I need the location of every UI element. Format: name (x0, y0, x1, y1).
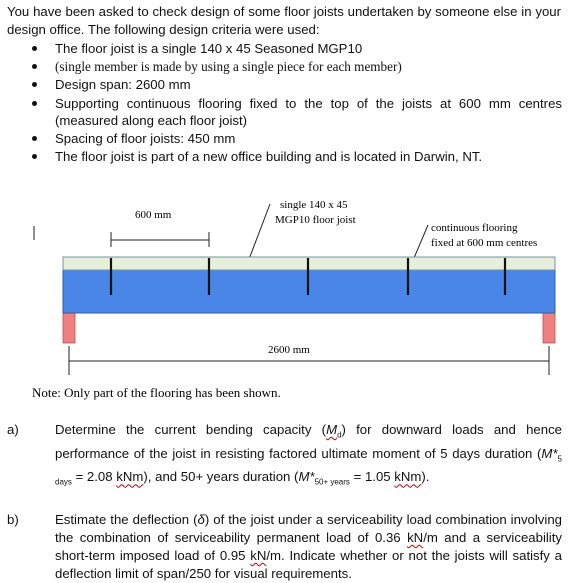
flooring-label-line1: continuous flooring (431, 222, 518, 234)
question-a-label: a) (7, 422, 19, 437)
criteria-item: Supporting continuous flooring fixed to the top of the joists at 600 mm centres (measured along each floor joist) (32, 95, 562, 129)
criteria-item: The floor joist is a single 140 x 45 Seasoned MGP10 (32, 40, 562, 57)
question-b-label: b) (7, 512, 19, 527)
joist-label-line1: single 140 x 45 (280, 199, 348, 211)
criteria-item: The floor joist is part of a new office building and is located in Darwin, NT. (32, 148, 562, 165)
flooring-label-line2: fixed at 600 mm centres (431, 237, 538, 249)
criteria-item: Design span: 2600 mm (32, 76, 562, 93)
criteria-item: (single member is made by using a single piece for each member) (32, 58, 562, 75)
diagram-note: Note: Only part of the flooring has been shown. (32, 385, 281, 400)
left-support (63, 313, 75, 343)
question-a-text: Determine the current bending capacity $(M_d)$ for downward loads and hence performance of the joist in resisting factored ultimate moment of 5 days duration ($M*_{5 days} = 2.08$ kNm), and 50+ years duration ($M*_{50+ years} = 1.05$ kNm). (55, 422, 563, 487)
question-a (7, 421, 562, 492)
question-b (7, 511, 562, 583)
delta-symbol: δ (197, 512, 205, 527)
right-support (543, 313, 555, 343)
intro-text: You have been asked to check design of some floor joists undertaken by someone else in your design office. The following design criteria were used: (7, 4, 561, 37)
span-dimension-label: 2600 mm (268, 344, 310, 356)
spacing-dimension-label: 600 mm (135, 209, 172, 221)
design-criteria-list (32, 40, 562, 166)
floor-joist-diagram (0, 190, 568, 410)
joist-label-line2: MGP10 floor joist (275, 214, 356, 226)
question-b-text: Estimate the deflection (δ) of the joist under a serviceability load combination involving the combination of serviceability permanent load of 0.36 kN/m and a serviceability short-term imposed load of 0.95 kN/m. Indicate whether or not the joists will satisfy a deflection limit of span/250 for visual requirements. (55, 512, 562, 581)
criteria-item: Spacing of floor joists: 450 mm (32, 130, 562, 147)
flooring-leader-line (414, 225, 428, 258)
